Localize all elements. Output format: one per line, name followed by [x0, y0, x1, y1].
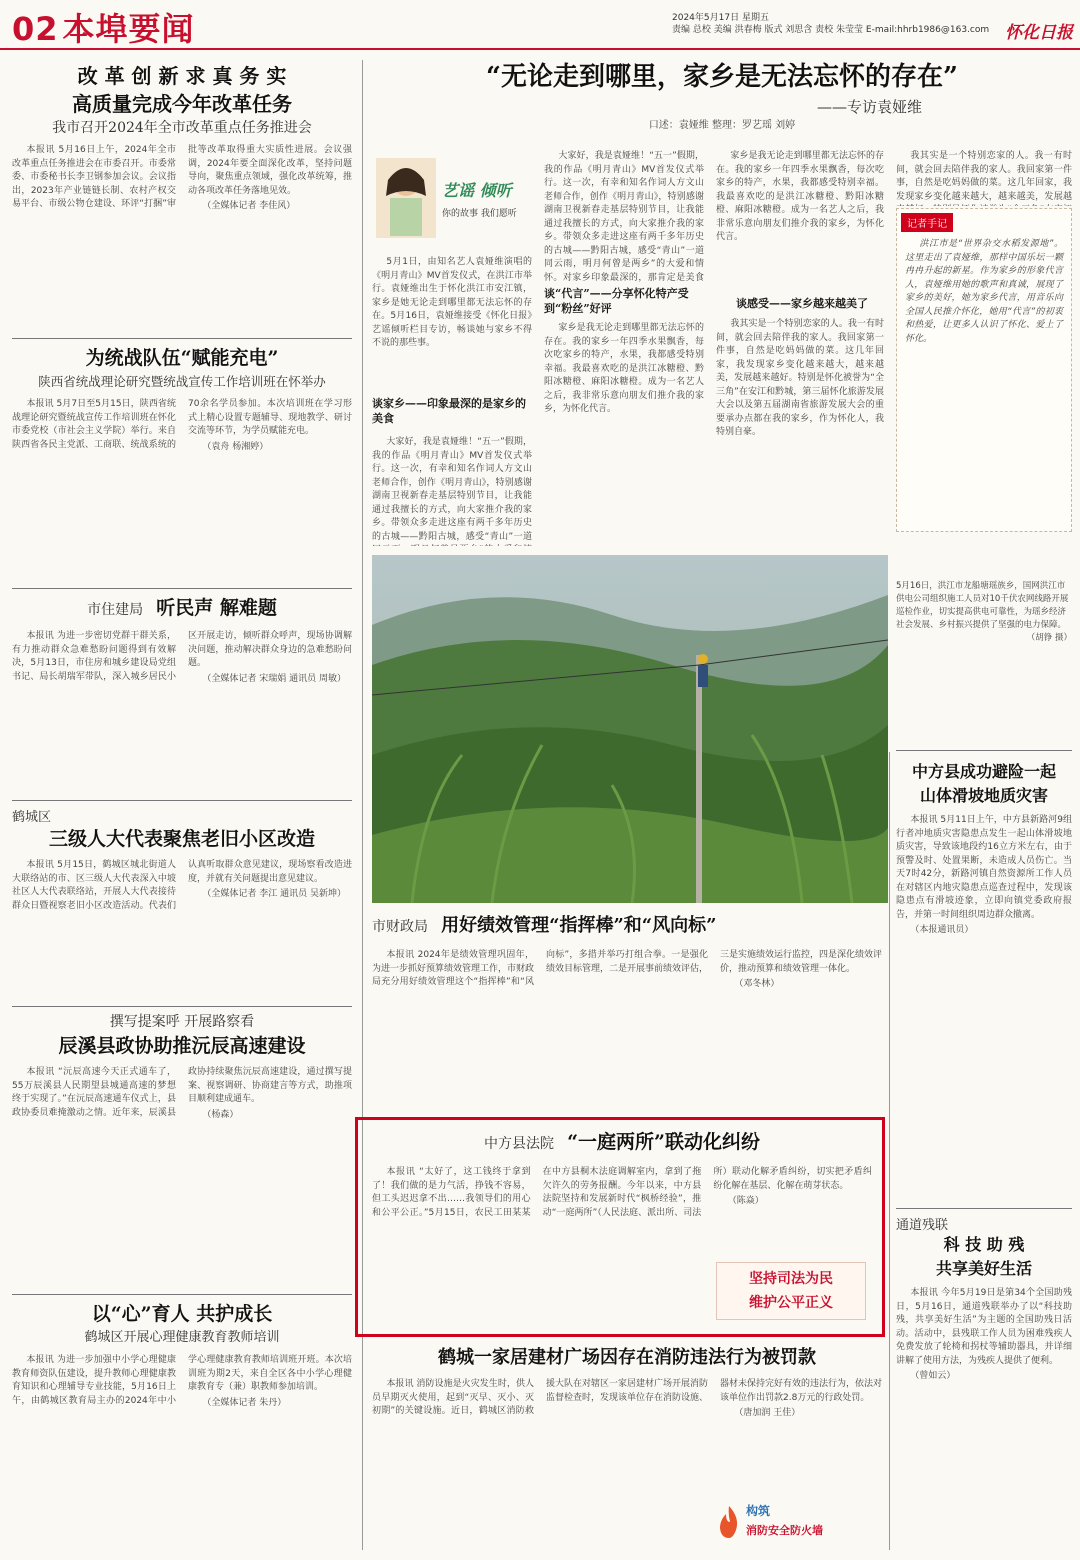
reporter-note [896, 208, 1072, 532]
divider [12, 588, 352, 589]
subheadline: 鹤城区开展心理健康教育教师培训 [84, 1330, 280, 1345]
headline: 科 技 助 残 [943, 1235, 1025, 1254]
headline: 用好绩效管理“指挥棒”和“风向标” [441, 915, 717, 936]
byline: （全媒体记者 李佳风） [202, 201, 296, 211]
section-heading: 谈感受——家乡越来越美了 [736, 297, 868, 310]
byline: （全媒体记者 宋瑞娟 通讯员 周敏） [202, 673, 346, 684]
article-npc [12, 806, 352, 999]
subheadline: 陕西省统战理论研究暨统战宣传工作培训班在怀举办 [38, 374, 326, 389]
byline: （袁舟 杨湘婷） [202, 441, 269, 452]
headline: 听民声 解难题 [156, 597, 277, 619]
column-badge [372, 150, 522, 250]
page-header [12, 4, 195, 50]
article-body: 本报讯 “太好了，这工钱终于拿到了！我们做的是力气活，挣钱不容易，但工头迟迟拿不出……我领导们的用心和公平公正。”5月15日，农民工田某某在中方县桐木法庭调解室内，拿到了拖欠许久的劳务报酬。今年以来，中方县法院坚持和发展新时代“枫桥经验”，推动“一庭两所”（人民法庭、派出所、司法所）联动化解矛盾纠纷，切实把矛盾纠纷化解在基层、化解在萌芽状态。 （陈焱） [372, 1167, 872, 1218]
article-body: 本报讯 今年5月19日是第34个全国助残日，5月16日，通道残联举办了以“科技助残，共享美好生活”为主题的全国助残日活动。活动中，县残联工作人员为困难残疾人免费发放了轮椅和拐杖等辅助器具，并详细讲解了使用方法，为残疾人提供了便利。 （曾如云） [896, 1287, 1072, 1545]
justice-slogan-badge [716, 1262, 866, 1320]
article-body: 本报讯 5月15日，鹤城区城北街道人大联络站的市、区三级人大代表深入中坡社区人大代表联络站，开展人大代表接待群众日暨视察老旧小区改造活动。代表们认真听取群众意见建议，现场察看改造进度，并就有关问题提出意见建议。 （全媒体记者 李江 通讯员 吴新坤） [12, 860, 352, 911]
subheadline: 我市召开2024年全市改革重点任务推进会 [52, 120, 312, 136]
byline: （全媒体记者 朱丹） [202, 1397, 287, 1408]
flame-icon [716, 1504, 742, 1540]
article-reform [12, 62, 352, 314]
divider [896, 1208, 1072, 1209]
article-united-front [12, 344, 352, 566]
photo-credit: （胡铮 摄） [1026, 633, 1072, 643]
headline: 辰溪县政协助推沅辰高速建设 [58, 1035, 306, 1057]
note-title: 记者手记 [901, 213, 953, 232]
headline: 鹤城一家居建材广场因存在消防违法行为被罚款 [438, 1347, 816, 1368]
fire-safety-logo [716, 1500, 866, 1546]
slogan-line: 维护公平正义 [749, 1295, 833, 1311]
byline: （唐加润 王佳） [734, 1408, 801, 1418]
divider [12, 338, 352, 339]
interview-body: 家乡是我无论走到哪里都无法忘怀的存在。我的家乡一年四季水果飘香，每次吃家乡的特产，水果，我都感受特别幸福。我最喜欢吃的是洪江冰糖橙、黔阳冰糖橙、麻阳冰糖橙。成为一名艺人之后，我非常乐意向朋友们推介我的家乡，为怀化代言。 [716, 151, 884, 242]
headline: 以“心”育人 共护成长 [91, 1303, 273, 1325]
headline: 山体滑坡地质灾害 [919, 786, 1048, 805]
article-body: 本报讯 为进一步密切党群干群关系，有力推动群众急难愁盼问题得到有效解决，5月13日，市住房和城乡建设局党组书记、局长胡瑞军带队，深入城乡居民小区开展走访，倾听群众呼声，现场协调解决问题，推动解决群众身边的急难愁盼问题。 （全媒体记者 宋瑞娟 通讯员 周敏） [12, 630, 352, 790]
interview-body: 我其实是一个特别恋家的人。我一有时间，就会回去陪伴我的家人。我回家第一件事，自然是吃妈妈做的菜。这几年回家，我发现家乡变化越来越大，越来越美，发展越 [896, 151, 1072, 202]
note-body: 洪江市是“世界杂交水稻发源地”。这里走出了袁娅维，那样中国乐坛一颗冉冉升起的新星。作为家乡的形象代言人，袁娅维用她的歌声和真诚，展现了家乡的美好，她为家乡代言，用音乐向全国人民推介怀化，她用“代言”的初衷和热爱，让更多人认识了怀化、爱上了怀化。 [905, 239, 1063, 344]
headline: “无论走到哪里，家乡是无法忘怀的存在” [486, 62, 958, 92]
article-psychology [12, 1300, 352, 1554]
slogan-line: 坚持司法为民 [749, 1271, 833, 1287]
kicker: 撰写提案呼 开展路察看 [109, 1014, 255, 1030]
page-number: 02 [12, 10, 59, 48]
interview-body: 大家好，我是袁娅维！“五一”假期，我的作品《明月青山》MV首发仪式举行。这一次，有幸和知名作词人方文山老师合作，创作《明月青山》，特别感谢湖南卫视新春走基层特别节目，让我能通过我擅长的方式，向大家推介我的家乡。带领众多走进这座有两千多年历史的古城——黔阳古城，感受“青山”一道同云雨，明月何曾是两乡”的大爱和情怀。对家乡印象最深的，那肯定是美食 [544, 151, 704, 283]
section-title: 本埠要闻 [62, 10, 195, 48]
divider [12, 1294, 352, 1295]
headline: 高质量完成今年改革任务 [72, 92, 292, 116]
article-interview [372, 58, 1072, 134]
badge-subtitle: 你的故事 我们愿听 [442, 209, 517, 219]
section-heading: 谈家乡——印象最深的是家乡的美食 [372, 397, 526, 425]
issue-date: 2024年5月17日 星期五 [672, 13, 769, 23]
article-body: 本报讯 消防设施是火灾发生时，供人员早期灭火使用，起到“灭早、灭小、灭初期”的关键设施。近日，鹤城区消防救援大队在对辖区一家居建材广场开展消防监督检查时，发现该单位存在消防设施、器材未保持完好有效的违法行为，依法对该单位作出罚款2.8万元的行政处罚。 （唐加润 王佳） [372, 1378, 882, 1548]
photo-image [372, 555, 888, 903]
article-housing [12, 594, 352, 790]
newspaper-logo: 怀化日报 [1005, 23, 1073, 43]
kicker: 通道残联 [896, 1218, 949, 1233]
byline: （曾如云） [910, 1371, 956, 1381]
logo-text: 消防安全防火墙 [746, 1524, 823, 1537]
article-body: 本报讯 5月11日上午，中方县新路河9组行者冲地质灾害隐患点发生一起山体滑坡地质灾害，导致该地段约16立方米左右，由于预警及时、处置果断，未造成人员伤亡。当天7时42分，新路河镇自然资源所工作人员在对辖区内地灾隐患点巡查过程中，发现该隐患点有滑坡迹象，立即向镇党委政府报告，并第一时间组织周边群众撤离。 （本报通讯员） [896, 814, 1072, 1160]
headline: 三级人大代表聚焦老旧小区改造 [48, 828, 315, 850]
byline: （本报通讯员） [910, 925, 974, 935]
byline: （陈焱） [727, 1196, 764, 1206]
headline: 为统战队伍“赋能充电” [85, 347, 279, 369]
article-landslide [896, 760, 1072, 1160]
section-heading: 谈“代言”——分享怀化特产受到“粉丝”好评 [544, 287, 689, 315]
photo-caption-block [896, 580, 1072, 645]
kicker: 市住建局 [87, 602, 144, 618]
headline: “一庭两所”联动化纠纷 [567, 1131, 760, 1153]
news-photo [372, 555, 888, 903]
editor-credits: 责编 总校 美编 洪春梅 版式 刘思含 责校 朱莹莹 E-mail:hhrb1986@163.com [672, 25, 990, 35]
headline: 中方县成功避险一起 [911, 762, 1056, 781]
divider [12, 1006, 352, 1007]
interview-body: 我其实是一个特别恋家的人。我一有时间，就会回去陪伴我的家人。我回家第一件事，自然是吃妈妈做的菜。这几年回家，我发现家乡变化越来越大，越来越美，发展越来越好。特别是怀化被誉为“全三角”在安江和黔城，第三届怀化旅游发展大会以及第五届湖南省旅游发展大会的重要承办点都在我的家乡，作为怀化人，我特别自豪。 [716, 319, 884, 437]
kicker: 市财政局 [372, 919, 428, 935]
divider [896, 750, 1072, 751]
kicker: 鹤城区 [12, 810, 52, 825]
subheadline: ——专访袁娅维 [816, 98, 922, 116]
article-body: 本报讯 5月7日至5月15日，陕西省统战理论研究暨统战宣传工作培训班在怀化市委党校（市社会主义学院）举行。来自陕西省各民主党派、工商联、统战系统的70余名学员参加。本次培训班在学习形式上精心设置专题辅导、现地教学、研讨交流等环节，为学员赋能充电。 （袁舟 杨湘婷） [12, 398, 352, 566]
kicker: 中方县法院 [484, 1136, 555, 1152]
article-disabled [896, 1214, 1072, 1545]
headline: 共享美好生活 [935, 1259, 1032, 1278]
badge-title: 艺谣 倾听 [442, 181, 512, 200]
byline: （杨森） [202, 1109, 239, 1120]
article-body: 本报讯 “沅辰高速今天正式通车了，55万辰溪县人民期望县城通高速的梦想终于实现了。”在沅辰高速通车仪式上，县政协委员难掩激动之情。近年来，辰溪县政协持续聚焦沅辰高速建设，通过撰写提案、视察调研、协商建言等方式，助推项目顺利建成通车。 （杨森） [12, 1066, 352, 1276]
article-body: 本报讯 为进一步加强中小学心理健康教育师资队伍建设，提升教师心理健康教育知识和心理辅导专业技能，5月16日上午，由鹤城区教育局主办的2024年中小学心理健康教育教师培训班开班。本次培训班为期2天，来自全区各中小学心理健康教育专（兼）职教师参加培训。 （全媒体记者 朱丹） [12, 1354, 352, 1554]
article-body: 本报讯 2024年是绩效管理巩固年，为进一步抓好预算绩效管理工作，市财政局充分用好绩效管理这个“指挥棒”和“风向标”，多措并举巧打组合拳。一是强化绩效目标管理，二是开展事前绩效评估，三是实施绩效运行监控，四是深化绩效评价，推动预算和绩效管理一体化。 （邓冬林） [372, 949, 882, 1099]
article-cppcc [12, 1012, 352, 1276]
logo-text: 构筑 [746, 1504, 771, 1518]
interview-intro: 5月1日，由知名艺人袁娅维演唱的《明月青山》MV首发仪式，在洪江市举行。袁娅维出生于怀化洪江市安江镇，家乡是她无论走到哪里都无法忘怀的存在。5月16日，袁娅维接受《怀化日报》艺谣倾听栏目专访，畅谈她与家乡不得不说的那些事。 [372, 257, 532, 348]
article-body: 本报讯 5月16日上午，2024年全市改革重点任务推进会在市委召开。市委常委、市委秘书长李卫钢参加会议。会议指出，2023年产业链链长制、农村产权交易平台、市级公物仓建设、环评“打捆”审批等改革取得重大实质性进展。会议强调，2024年要全面深化改革，坚持问题导向，聚焦重点领域，强化改革统筹，推动各项改革任务落地见效。 （全媒体记者 李佳风） [12, 144, 352, 314]
byline: 口述：袁娅维 整理：罗艺瑶 刘婷 [648, 120, 796, 131]
byline: （全媒体记者 李江 通讯员 吴新坤） [202, 889, 346, 899]
interview-body: 大家好，我是袁娅维！“五一”假期，我的作品《明月青山》MV首发仪式举行。这一次，有幸和知名作词人方文山老师合作，创作《明月青山》，特别感谢湖南卫视新春走基层特别节目，让我能通过我擅长的方式，向大家推介我的家乡。带领众多走进这座有两千多年历史的古城——黔阳古城，感受“青山”一道 [372, 437, 532, 542]
byline: （邓冬林） [734, 979, 780, 989]
divider [12, 800, 352, 801]
headline: 改 革 创 新 求 真 务 实 [77, 64, 287, 88]
photo-caption: 5月16日，洪江市龙船塘瑶族乡，国网洪江市供电公司组织施工人员对10千伏农网线路开展巡检作业，切实提高供电可靠性，为瑶乡经济社会发展、乡村振兴提供了坚强的电力保障。 [896, 581, 1069, 630]
column-divider [889, 752, 890, 1550]
article-finance [372, 912, 882, 1099]
interview-body: 家乡是我无论走到哪里都无法忘怀的存在。我的家乡一年四季水果飘香，每次吃家乡的特产，水果，我都感受特别幸福。我最喜欢吃的是洪江冰糖橙、黔阳冰糖橙、麻阳冰糖橙。成为一名艺人之后，我非常乐意向朋友们推介我的家乡，为怀化代言。 [544, 323, 704, 414]
header-divider [0, 48, 1080, 50]
